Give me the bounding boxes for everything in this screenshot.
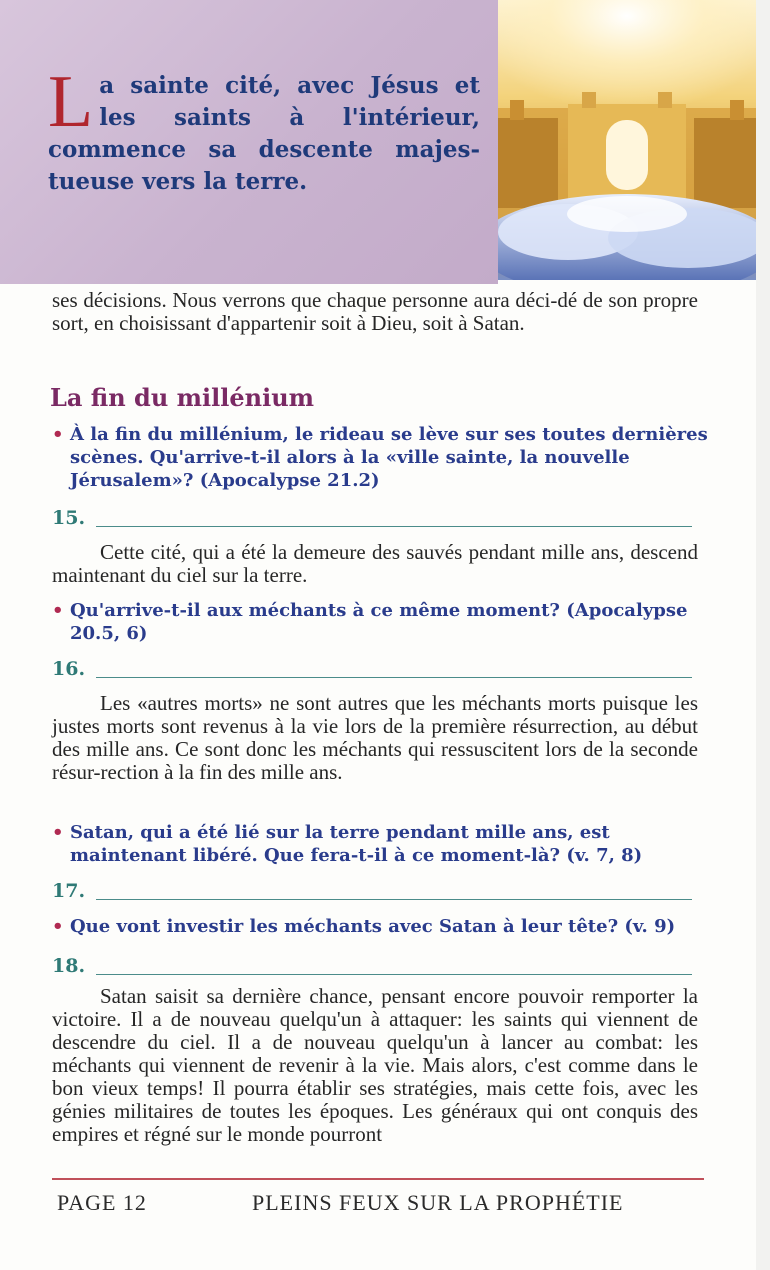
answer-number-17: 17. [52,880,86,902]
question-15-text: À la fin du millénium, le rideau se lève sur ses toutes dernières scènes. Qu'arrive-t-il alors à la «ville sainte, la nouvelle Jérusalem»? (Apocalypse 21.2) [70,424,708,491]
header-banner [0,0,498,284]
paragraph-autres-morts: Les «autres morts» ne sont autres que les méchants morts puisque les justes morts sont revenus à la vie lors de la première résurrection, au début des mille ans. Ce sont donc les méchants qui ressuscitent lors de la seconde résur-rection à la fin des mille ans. [52,691,698,784]
question-17-text: Satan, qui a été lié sur la terre pendant mille ans, est maintenant libéré. Que fera-t-il à ce moment-là? (v. 7, 8) [70,822,643,866]
answer-rule-16 [96,677,692,678]
bullet-icon: • [52,822,64,843]
question-17 [52,821,720,867]
section-title: La fin du millénium [50,383,315,412]
footer-page-number: PAGE 12 [57,1190,147,1215]
dropcap-letter: L [48,61,94,143]
answer-line-16[interactable] [52,658,692,682]
question-18 [52,915,720,938]
bullet-icon: • [52,600,64,621]
banner-caption-text: a sainte cité, avec Jésus et les saints à l'intérieur, commence sa descente majes-tueuse vers la terre. [48,72,480,195]
question-15 [52,423,720,492]
answer-number-15: 15. [52,507,86,529]
question-16-text: Qu'arrive-t-il aux méchants à ce même moment? (Apocalypse 20.5, 6) [70,600,688,644]
answer-number-16: 16. [52,658,86,680]
answer-line-17[interactable] [52,880,692,904]
answer-line-15[interactable] [52,507,692,531]
page-edge [756,0,770,1270]
holy-city-illustration-svg [498,0,756,280]
answer-rule-17 [96,899,692,900]
answer-rule-18 [96,974,692,975]
answer-rule-15 [96,526,692,527]
answer-line-18[interactable] [52,955,692,979]
paragraph-city: Cette cité, qui a été la demeure des sauvés pendant mille ans, descend maintenant du ciel sur la terre. [52,540,698,587]
footer-rule [52,1178,704,1180]
question-18-text: Que vont investir les méchants avec Satan à leur tête? (v. 9) [70,916,676,937]
question-16 [52,599,720,645]
holy-city-illustration-icon [498,0,756,280]
footer-book-title: PLEINS FEUX SUR LA PROPHÉTIE [252,1190,624,1215]
bullet-icon: • [52,916,64,937]
paragraph-satan: Satan saisit sa dernière chance, pensant encore pouvoir remporter la victoire. Il a de nouveau quelqu'un à attaquer: les saints qui viennent de descendre du ciel. Il a de nouveau quelqu'un à lancer au combat: les méchants qui viennent de revenir à la vie. Mais alors, c'est comme dans le bon vieux temps! Il pourra établir ses stratégies, mais cette fois, avec les génies militaires de toutes les époques. Les généraux qui ont conquis des empires et régné sur le monde pourront [52,984,698,1146]
paragraph-intro: ses décisions. Nous verrons que chaque personne aura déci-dé de son propre sort, en choisissant d'appartenir soit à Dieu, soit à Satan. [52,288,698,335]
answer-number-18: 18. [52,955,86,977]
banner-caption [48,61,480,198]
bullet-icon: • [52,424,64,445]
